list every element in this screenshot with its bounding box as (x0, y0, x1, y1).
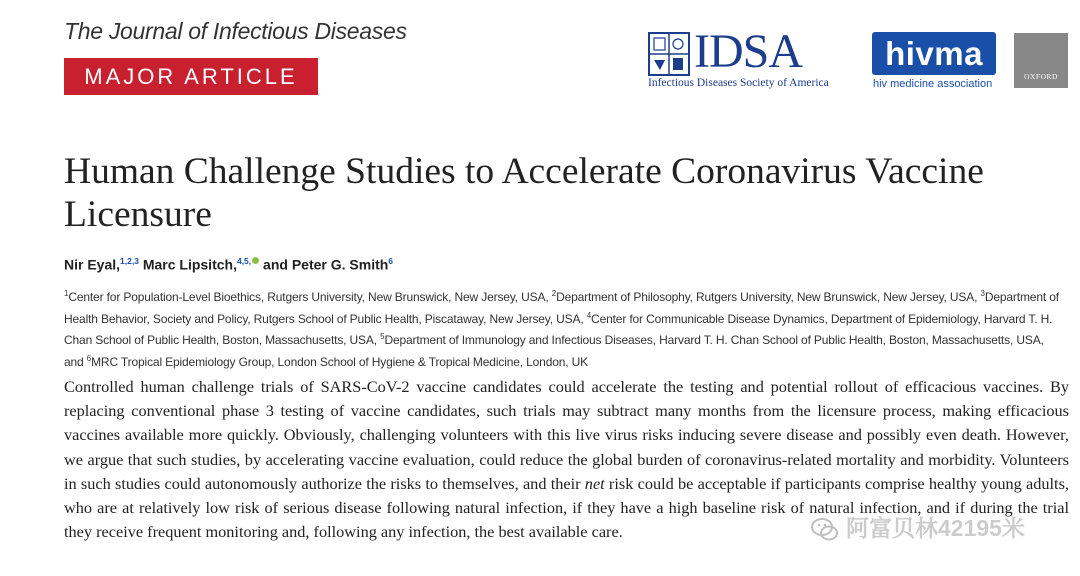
idsa-wordmark: IDSA (694, 25, 803, 78)
affiliation-text: Department of Immunology and Infectious Diseases, Harvard T. H. Chan School of Public Health, Boston, Massachusetts, USA, and (64, 333, 1044, 369)
article-title: Human Challenge Studies to Accelerate Coronavirus Vaccine Licensure (64, 151, 984, 235)
affiliation-number: 1 (64, 289, 69, 298)
hivma-wordmark: hivma (872, 32, 996, 75)
watermark (810, 508, 1072, 548)
author-affiliation-ref[interactable]: 4,5, (236, 256, 252, 266)
article-type-banner: MAJOR ARTICLE (64, 58, 318, 95)
affiliation-text: Center for Communicable Disease Dynamics, Department of Epidemiology, Harvard T. H. Chan School of Public Health, Boston, Massachusetts, USA, (64, 311, 1053, 347)
abstract-text: Controlled human challenge trials of SARS-CoV-2 vaccine candidates could accelerate the testing and potential rollout of efficacious vaccines. By replacing conventional phase 3 testing of vaccine candidates, such trials may subtract many months from the licensure process, making efficacious vaccines available more quickly. Obviously, challenging volunteers with this live virus risks inducing severe disease and possibly even death. However, we argue that such studies, by accelerating vaccine evaluation, could reduce the global burden of coronavirus-related mortality and morbidity. Volunteers in such studies could autonomously authorize the risks to themselves, and their (64, 377, 1069, 493)
affiliation-number: 3 (980, 289, 985, 298)
author-name[interactable]: and Peter G. Smith (263, 256, 389, 273)
affiliation-number: 2 (551, 289, 557, 298)
journal-name: The Journal of Infectious Diseases (64, 18, 407, 44)
affiliation-text: Department of Health Behavior, Society and Policy, Rutgers School of Public Health, Piscataway, New Jersey, USA, (64, 290, 1059, 326)
affiliation-text: MRC Tropical Epidemiology Group, London School of Hygiene & Tropical Medicine, London, UK (91, 354, 589, 369)
wechat-icon (810, 515, 840, 545)
idsa-logo[interactable] (648, 25, 860, 90)
orcid-icon[interactable] (252, 257, 259, 264)
oxford-logo[interactable] (1014, 33, 1068, 88)
idsa-subtitle: Infectious Diseases Society of America (648, 77, 829, 89)
affiliation-number: 5 (380, 332, 385, 341)
hivma-subtitle: hiv medicine association (873, 78, 993, 90)
author-list (64, 256, 393, 273)
affiliation-text: Center for Population-Level Bioethics, Rutgers University, New Brunswick, New Jersey, USA, (68, 290, 552, 304)
abstract-emphasis: net (584, 473, 605, 493)
author-name[interactable]: Marc Lipsitch, (142, 256, 237, 273)
abstract-text: risk could be acceptable if participants comprise healthy young adults, who are at relatively low risk of serious disease following natural infection, if they have a high baseline risk of natural infection, and if during the trial they receive frequent monitoring and, following any infection, the best available care. (64, 473, 1069, 542)
author-name[interactable]: Nir Eyal, (64, 256, 121, 273)
watermark-text: 阿富贝林42195米 (846, 515, 1025, 541)
affiliations (64, 285, 1064, 371)
affiliation-number: 6 (86, 353, 92, 363)
oxford-wordmark: OXFORD (1024, 72, 1058, 81)
idsa-emblem-icon (648, 32, 690, 76)
affiliation-text: Department of Philosophy, Rutgers University, New Brunswick, New Jersey, USA, (556, 290, 981, 304)
author-affiliation-ref[interactable]: 1,2,3 (120, 256, 139, 266)
hivma-logo[interactable] (872, 32, 996, 92)
author-affiliation-ref[interactable]: 6 (388, 256, 394, 266)
publisher-logos (648, 25, 1068, 95)
affiliation-number: 4 (586, 310, 592, 320)
